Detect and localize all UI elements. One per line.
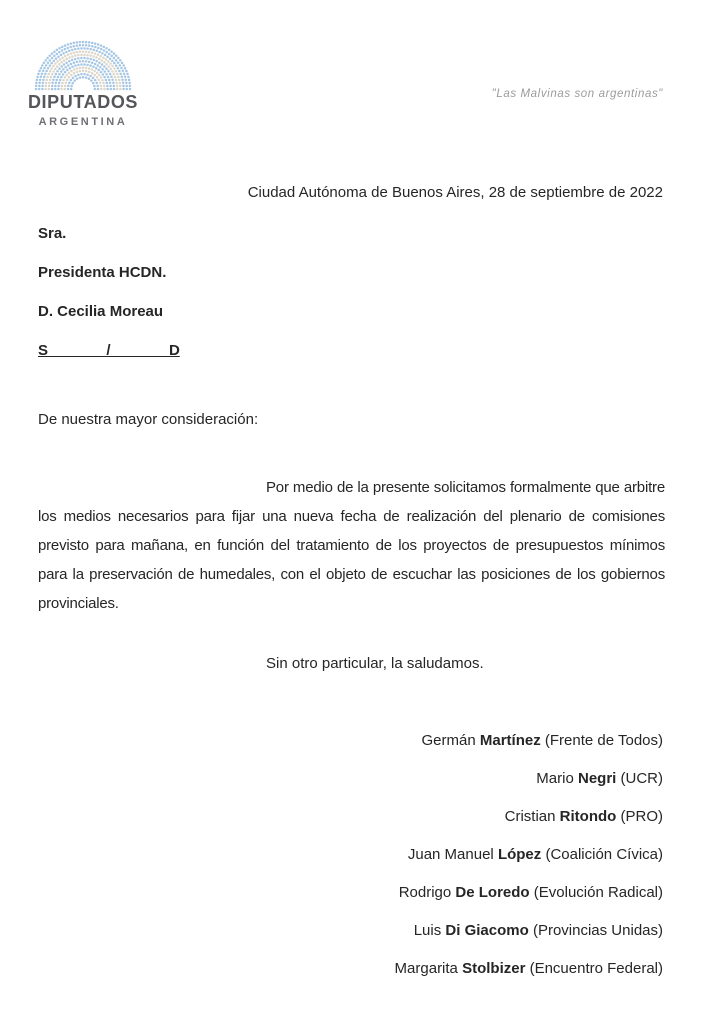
given-name: Mario bbox=[536, 770, 574, 787]
recipient-line-3: D. Cecilia Moreau bbox=[38, 303, 164, 320]
signature-line bbox=[0, 732, 663, 750]
surname: Stolbizer bbox=[462, 960, 526, 977]
diputados-logo bbox=[23, 36, 143, 128]
given-name: Germán bbox=[421, 732, 476, 749]
signatures-block bbox=[0, 732, 707, 978]
signature-line bbox=[0, 846, 663, 864]
signature-line bbox=[0, 808, 663, 826]
party: (Provincias Unidas) bbox=[532, 922, 663, 939]
body-paragraph: Por medio de la presente solicitamos formalmente que arbitre los medios necesarios para fijar una nueva fecha de realización del plenario de comisiones previsto para mañana, en función del tratamiento de los proyectos de presupuestos mínimos para la preservación de humedales, con el objeto de escuchar las posiciones de los gobiernos provinciales. bbox=[38, 479, 665, 612]
recipient-sd-line: S_______/_______D bbox=[38, 342, 180, 359]
surname: Negri bbox=[577, 770, 617, 787]
party: (Frente de Todos) bbox=[544, 732, 663, 749]
recipient-block bbox=[38, 225, 707, 360]
hemicycle-icon bbox=[34, 36, 132, 91]
surname: Di Giacomo bbox=[445, 922, 529, 939]
signature-line bbox=[0, 770, 663, 788]
motto-text: "Las Malvinas son argentinas" bbox=[491, 88, 663, 100]
recipient-line-2: Presidenta HCDN. bbox=[38, 264, 167, 281]
recipient-line-1: Sra. bbox=[38, 225, 67, 242]
party: (Evolución Radical) bbox=[533, 884, 663, 901]
dateline: Ciudad Autónoma de Buenos Aires, 28 de septiembre de 2022 bbox=[247, 184, 663, 201]
logo-title: DIPUTADOS bbox=[27, 92, 139, 112]
surname: Martínez bbox=[479, 732, 541, 749]
party: (PRO) bbox=[620, 808, 663, 825]
closing-line: Sin otro particular, la saludamos. bbox=[266, 655, 484, 672]
party: (UCR) bbox=[620, 770, 663, 787]
surname: De Loredo bbox=[455, 884, 530, 901]
signature-line bbox=[0, 884, 663, 902]
surname: Ritondo bbox=[559, 808, 617, 825]
party: (Coalición Cívica) bbox=[545, 846, 663, 863]
given-name: Margarita bbox=[394, 960, 458, 977]
signature-line bbox=[0, 960, 663, 978]
given-name: Cristian bbox=[504, 808, 556, 825]
given-name: Juan Manuel bbox=[407, 846, 494, 863]
given-name: Rodrigo bbox=[398, 884, 452, 901]
signature-line bbox=[0, 922, 663, 940]
party: (Encuentro Federal) bbox=[529, 960, 663, 977]
logo-subtitle: ARGENTINA bbox=[38, 116, 128, 128]
given-name: Luis bbox=[413, 922, 442, 939]
salutation: De nuestra mayor consideración: bbox=[38, 411, 259, 428]
surname: López bbox=[497, 846, 542, 863]
letterhead bbox=[0, 0, 707, 128]
